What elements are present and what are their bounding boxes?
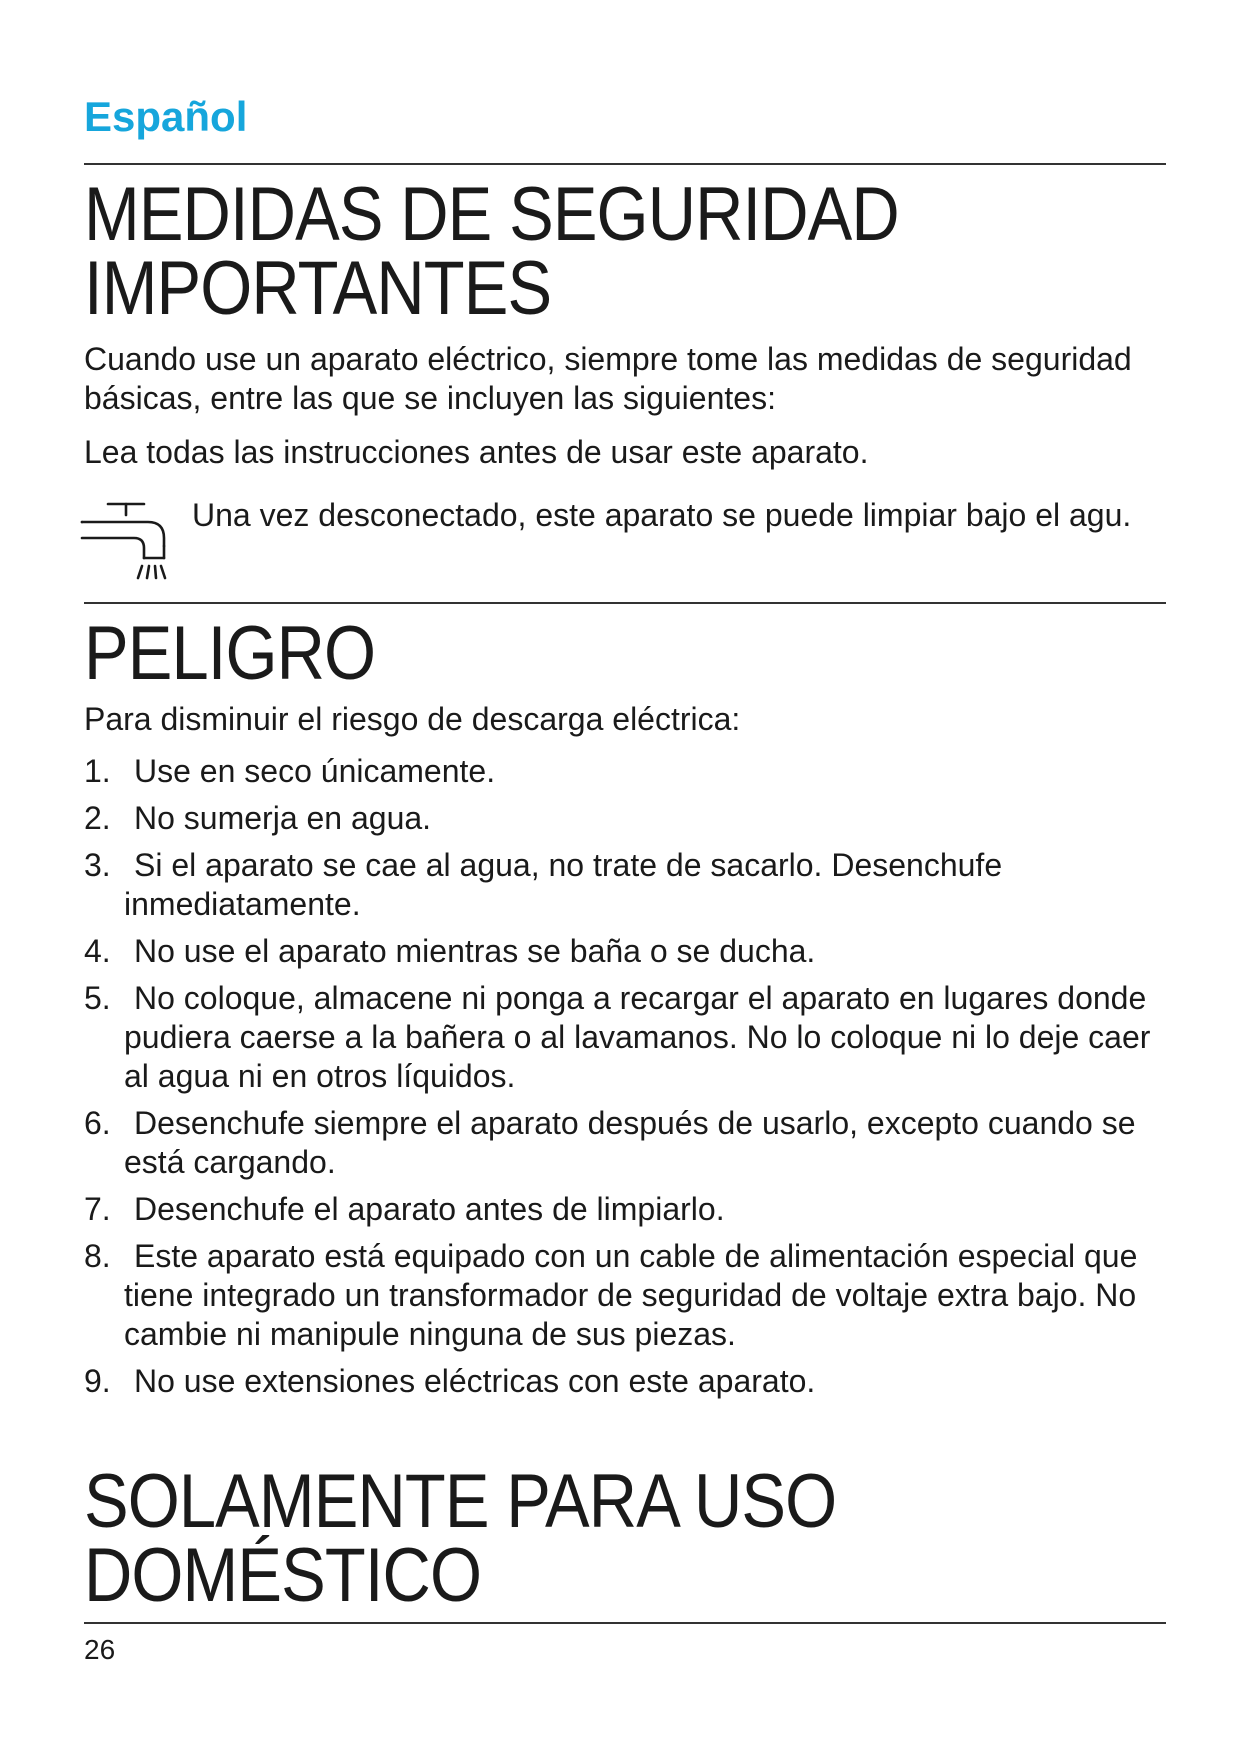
language-label: Español xyxy=(84,93,248,140)
list-item-text: Este aparato está equipado con un cable de alimentación especial que tiene integrado un transformador de seguridad de voltaje extra bajo. No cambie ni manipule ninguna de sus piezas. xyxy=(124,1238,1138,1352)
list-item-text: Use en seco únicamente. xyxy=(134,753,496,789)
list-item-text: No use extensiones eléctricas con este aparato. xyxy=(134,1363,816,1399)
read-instructions-note: Lea todas las instrucciones antes de usar este aparato. xyxy=(84,434,869,470)
washable-note-row xyxy=(84,496,1166,584)
list-item xyxy=(84,799,1166,838)
danger-heading-text: PELIGRO xyxy=(84,611,376,696)
list-item xyxy=(84,932,1166,971)
list-item-number: 2. xyxy=(84,800,111,836)
list-item xyxy=(84,1362,1166,1401)
safety-heading-line-1: MEDIDAS DE SEGURIDAD xyxy=(84,172,899,257)
list-item xyxy=(84,1237,1166,1354)
list-item xyxy=(84,979,1166,1096)
list-item-number: 3. xyxy=(84,847,111,883)
faucet-water-icon xyxy=(78,498,174,582)
list-item-text: Desenchufe siempre el aparato después de usarlo, excepto cuando se está cargando. xyxy=(124,1105,1136,1180)
list-item-number: 1. xyxy=(84,753,111,789)
list-item xyxy=(84,1104,1166,1182)
danger-intro: Para disminuir el riesgo de descarga eléctrica: xyxy=(84,701,741,737)
list-item xyxy=(84,846,1166,924)
list-item-text: Desenchufe el aparato antes de limpiarlo. xyxy=(134,1191,725,1227)
list-item-number: 7. xyxy=(84,1191,111,1227)
divider-danger xyxy=(84,602,1166,604)
safety-intro: Cuando use un aparato eléctrico, siempre tome las medidas de seguridad básicas, entre las que se incluyen las siguientes: xyxy=(84,341,1132,416)
household-heading-line-1: SOLAMENTE PARA USO xyxy=(84,1459,837,1544)
divider-top xyxy=(84,163,1166,165)
manual-page xyxy=(84,0,1166,1754)
list-item-number: 9. xyxy=(84,1363,111,1399)
danger-list xyxy=(84,752,1166,1409)
list-item-number: 8. xyxy=(84,1238,111,1274)
safety-heading xyxy=(84,172,899,331)
list-item-number: 6. xyxy=(84,1105,111,1141)
list-item-text: Si el aparato se cae al agua, no trate de sacarlo. Desenchufe inmediatamente. xyxy=(124,847,1003,922)
list-item-text: No coloque, almacene ni ponga a recargar el aparato en lugares donde pudiera caerse a la bañera o al lavamanos. No lo coloque ni lo deje caer al agua ni en otros líquidos. xyxy=(124,980,1151,1094)
danger-heading xyxy=(84,611,376,696)
list-item-text: No sumerja en agua. xyxy=(134,800,432,836)
household-heading xyxy=(84,1459,837,1618)
washable-note: Una vez desconectado, este aparato se puede limpiar bajo el agu. xyxy=(192,497,1132,533)
list-item xyxy=(84,752,1166,791)
divider-bottom xyxy=(84,1622,1166,1624)
safety-heading-line-2: IMPORTANTES xyxy=(84,246,552,331)
list-item xyxy=(84,1190,1166,1229)
list-item-number: 5. xyxy=(84,980,111,1016)
list-item-number: 4. xyxy=(84,933,111,969)
page-number: 26 xyxy=(84,1634,116,1665)
household-heading-line-2: DOMÉSTICO xyxy=(84,1533,482,1618)
list-item-text: No use el aparato mientras se baña o se ducha. xyxy=(134,933,816,969)
